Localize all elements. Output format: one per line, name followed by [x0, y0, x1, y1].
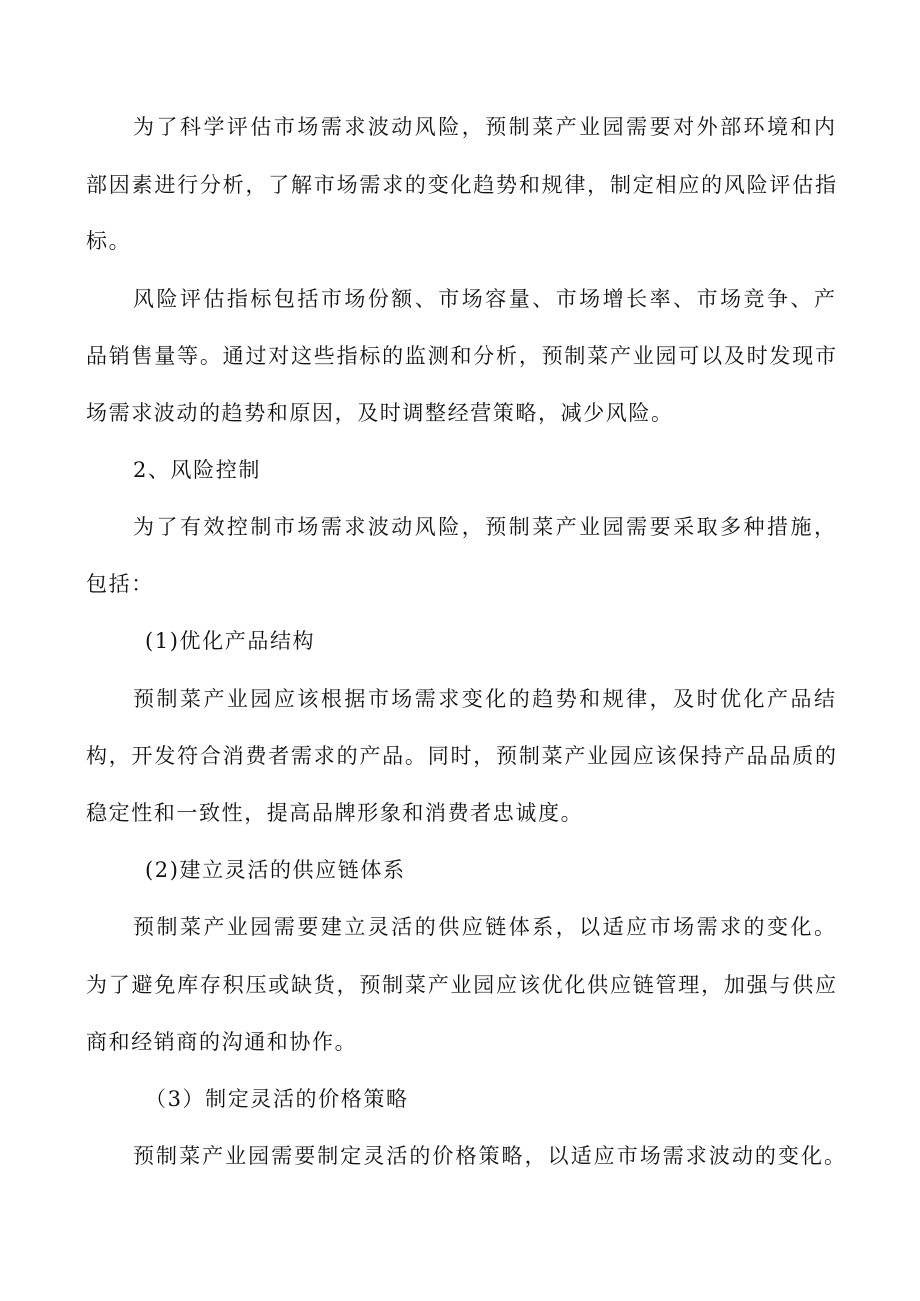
subsection-heading: (2)建立灵活的供应链体系	[145, 858, 406, 882]
subsection-heading: （3）制定灵活的价格策略	[145, 1087, 409, 1111]
section-heading: 2、风险控制	[133, 458, 261, 482]
text-line: 场需求波动的趋势和原因，及时调整经营策略，减少风险。	[86, 401, 674, 425]
text-line: 品销售量等。通过对这些指标的监测和分析，预制菜产业园可以及时发现市	[86, 344, 836, 368]
text-line: 商和经销商的沟通和协作。	[86, 1030, 358, 1054]
text-line: 部因素进行分析，了解市场需求的变化趋势和规律，制定相应的风险评估指	[86, 173, 836, 197]
text-line: 为了有效控制市场需求波动风险，预制菜产业园需要采取多种措施，	[133, 515, 835, 539]
text-line: 预制菜产业园需要制定灵活的价格策略，以适应市场需求波动的变化。	[133, 1144, 845, 1168]
subsection-heading: (1)优化产品结构	[145, 629, 316, 653]
text-line: 预制菜产业园应该根据市场需求变化的趋势和规律，及时优化产品结	[133, 687, 835, 711]
text-line: 风险评估指标包括市场份额、市场容量、市场增长率、市场竞争、产	[133, 287, 835, 311]
text-line: 预制菜产业园需要建立灵活的供应链体系，以适应市场需求的变化。	[133, 915, 835, 939]
text-line: 包括：	[86, 572, 154, 596]
text-line: 稳定性和一致性，提高品牌形象和消费者忠诚度。	[86, 801, 584, 825]
text-line: 为了科学评估市场需求波动风险，预制菜产业园需要对外部环境和内	[133, 115, 835, 139]
text-line: 标。	[86, 229, 132, 253]
text-line: 为了避免库存积压或缺货，预制菜产业园应该优化供应链管理，加强与供应	[86, 973, 836, 997]
text-line: 构，开发符合消费者需求的产品。同时，预制菜产业园应该保持产品品质的	[86, 744, 836, 768]
